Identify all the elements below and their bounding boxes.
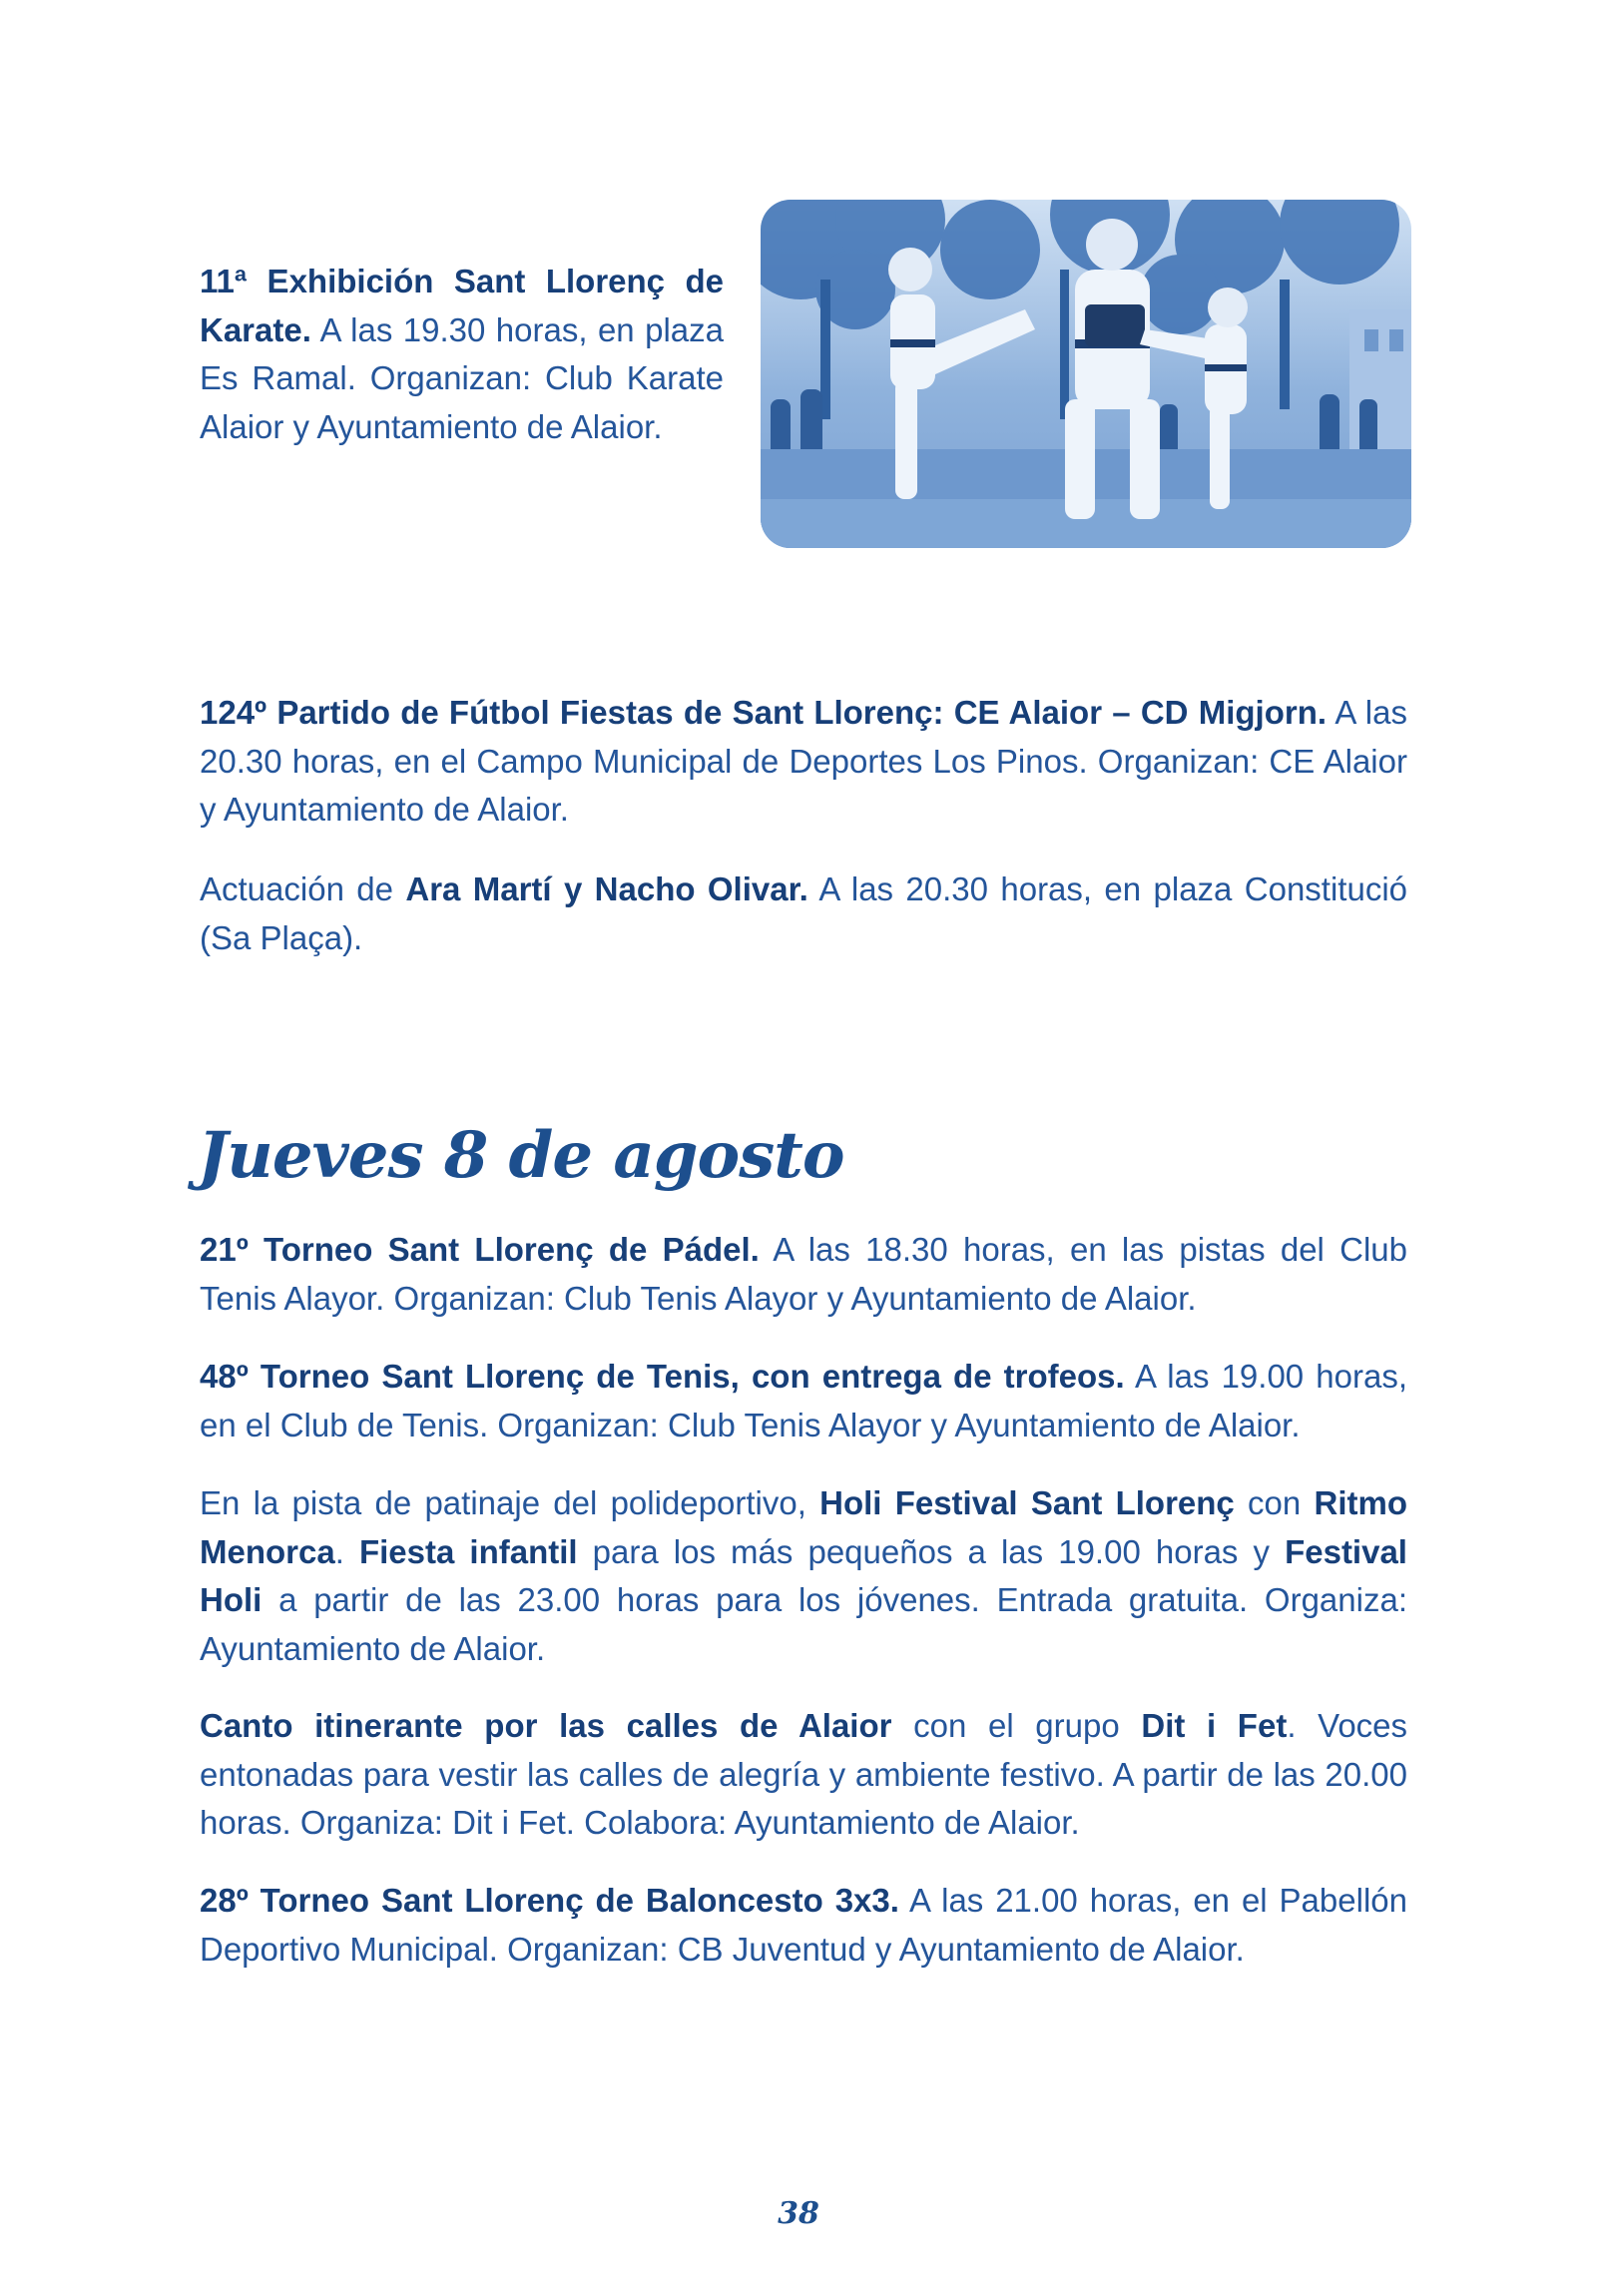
dit-i-fet: Dit i Fet <box>1141 1707 1288 1744</box>
day-heading: Jueves 8 de agosto <box>198 1118 844 1193</box>
football-title: 124º Partido de Fútbol Fiestas de Sant Llorenç: CE Alaior – CD Migjorn. <box>200 694 1328 731</box>
basket-paragraph <box>200 1877 1407 1974</box>
padel-title: 21º Torneo Sant Llorenç de Pádel. <box>200 1231 760 1268</box>
tennis-title: 48º Torneo Sant Llorenç de Tenis, con entrega de trofeos. <box>200 1358 1125 1395</box>
canto-text-1: con el grupo <box>891 1707 1142 1744</box>
padel-paragraph <box>200 1226 1407 1323</box>
canto-paragraph <box>200 1702 1407 1848</box>
canto-text-2: . Voces entonadas para vestir las calles de alegría y ambiente festivo. A partir de las 20.00 horas. Organiza: Dit i Fet. Colabora: Ayuntamiento de Alaior. <box>200 1707 1408 1841</box>
concert-paragraph <box>200 865 1407 962</box>
holi-festival-title: Holi Festival Sant Llorenç <box>819 1484 1235 1521</box>
holi-text-4: para los más pequeños a las 19.00 horas y <box>577 1532 1286 1570</box>
karate-paragraph <box>200 258 724 451</box>
karate-body: A las 19.30 horas, en plaza Es Ramal. Organizan: Club Karate Alaior y Ayuntamiento de Alaior. <box>200 310 724 445</box>
ritmo-menorca: Ritmo Menorca <box>200 1484 1407 1570</box>
holi-paragraph <box>200 1479 1407 1673</box>
holi-text-5: a partir de las 23.00 horas para los jóvenes. Entrada gratuita. Organiza: Ayuntamiento de Alaior. <box>200 1581 1407 1667</box>
basket-title: 28º Torneo Sant Llorenç de Baloncesto 3x3. <box>200 1882 899 1919</box>
canto-title: Canto itinerante por las calles de Alaior <box>200 1707 892 1744</box>
basket-body: A las 21.00 horas, en el Pabellón Deportivo Municipal. Organizan: CB Juventud y Ayuntamiento de Alaior. <box>200 1882 1407 1968</box>
concert-pre: Actuación de <box>200 870 406 907</box>
karate-photo <box>761 200 1411 548</box>
holi-text-1: En la pista de patinaje del polideportivo, <box>200 1484 820 1521</box>
padel-body: A las 18.30 horas, en las pistas del Club Tenis Alayor. Organizan: Club Tenis Alayor y Ayuntamiento de Alaior. <box>200 1231 1407 1317</box>
fiesta-infantil: Fiesta infantil <box>358 1532 578 1570</box>
karate-title: 11ª Exhibición Sant Llorenç de Karate. <box>200 263 724 348</box>
holi-text-3: . <box>334 1532 359 1570</box>
concert-body: A las 20.30 horas, en plaza Constitució (Sa Plaça). <box>200 870 1407 956</box>
tennis-body: A las 19.00 horas, en el Club de Tenis. Organizan: Club Tenis Alayor y Ayuntamiento de Alaior. <box>200 1358 1407 1443</box>
festival-holi: Festival Holi <box>200 1532 1407 1618</box>
tennis-paragraph <box>200 1353 1407 1449</box>
football-body: A las 20.30 horas, en el Campo Municipal de Deportes Los Pinos. Organizan: CE Alaior y Ayuntamiento de Alaior. <box>200 694 1407 828</box>
holi-text-2: con <box>1234 1484 1315 1521</box>
football-paragraph <box>200 689 1407 835</box>
page-number: 38 <box>778 2196 819 2231</box>
concert-title: Ara Martí y Nacho Olivar. <box>405 870 808 907</box>
